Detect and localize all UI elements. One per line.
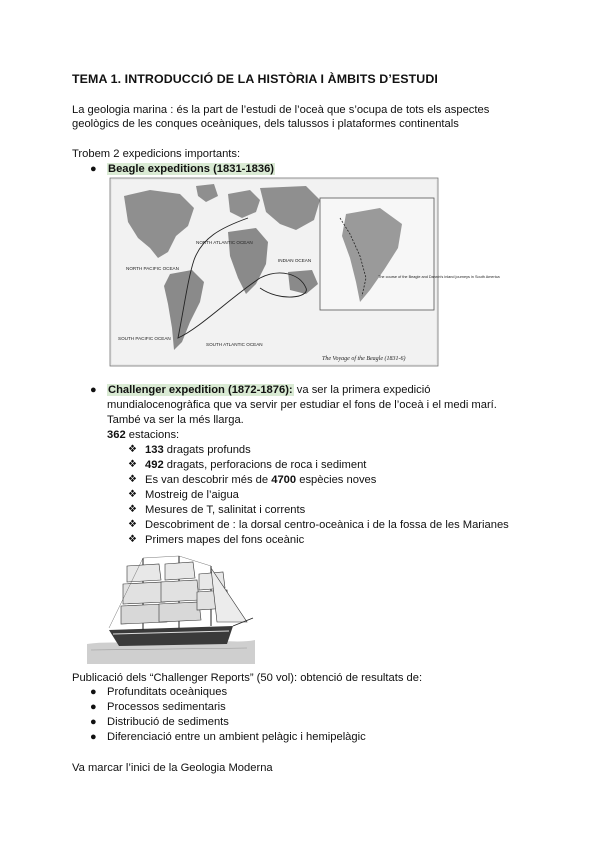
challenger-item: Mostreig de l’aigua bbox=[145, 489, 239, 501]
publication-line: Publicació dels “Challenger Reports” (50 vol): obtenció de resultats de: bbox=[72, 672, 423, 684]
hms-challenger-ship-illustration bbox=[87, 552, 255, 664]
result-item: Diferenciació entre un ambient pelàgic i hemipelàgic bbox=[107, 731, 366, 743]
beagle-label: Beagle expeditions (1831-1836) bbox=[108, 163, 275, 175]
map-label-indian: INDIAN OCEAN bbox=[278, 258, 312, 263]
challenger-item: 492 dragats, perforacions de roca i sediment bbox=[145, 459, 367, 471]
beagle-voyage-map bbox=[110, 178, 500, 366]
challenger-item: 133 dragats profunds bbox=[145, 444, 251, 456]
bullet-icon: ● bbox=[90, 686, 97, 698]
map-label-south-atlantic: SOUTH ATLANTIC OCEAN bbox=[206, 342, 263, 347]
challenger-line-1: Challenger expedition (1872-1876): va ser la primera expedició bbox=[108, 384, 431, 396]
bullet-icon: ● bbox=[90, 384, 97, 396]
challenger-item: Descobriment de : la dorsal centro-oceànica i de la fossa de les Marianes bbox=[145, 519, 509, 531]
diamond-bullet-icon: ❖ bbox=[128, 489, 137, 500]
closing-line: Va marcar l’inici de la Geologia Moderna bbox=[72, 762, 273, 774]
result-item: Distribució de sediments bbox=[107, 716, 229, 728]
challenger-item: Es van descobrir més de 4700 espècies noves bbox=[145, 474, 377, 486]
challenger-item: Primers mapes del fons oceànic bbox=[145, 534, 305, 546]
map-caption: The Voyage of the Beagle (1831-6) bbox=[322, 356, 406, 362]
intro-line-2: geològics de les conques oceàniques, dels talussos i plataformes continentals bbox=[72, 118, 459, 130]
map-label-north-atlantic: NORTH ATLANTIC OCEAN bbox=[196, 240, 253, 245]
challenger-line-3: També va ser la més llarga. bbox=[107, 414, 244, 426]
bullet-icon: ● bbox=[90, 701, 97, 713]
result-item: Profunditats oceàniques bbox=[107, 686, 228, 698]
map-label-north-pacific: NORTH PACIFIC OCEAN bbox=[126, 266, 179, 271]
page-title: TEMA 1. INTRODUCCIÓ DE LA HISTÒRIA I ÀMBITS D’ESTUDI bbox=[72, 72, 438, 86]
map-label-south-pacific: SOUTH PACIFIC OCEAN bbox=[118, 336, 171, 341]
diamond-bullet-icon: ❖ bbox=[128, 459, 137, 470]
diamond-bullet-icon: ❖ bbox=[128, 534, 137, 545]
challenger-item: Mesures de T, salinitat i corrents bbox=[145, 504, 306, 516]
bullet-icon: ● bbox=[90, 731, 97, 743]
diamond-bullet-icon: ❖ bbox=[128, 519, 137, 530]
intro-line-1: La geologia marina : és la part de l’estudi de l’oceà que s’ocupa de tots els aspectes bbox=[72, 104, 490, 116]
diamond-bullet-icon: ❖ bbox=[128, 504, 137, 515]
result-item: Processos sedimentaris bbox=[107, 701, 226, 713]
challenger-line-2: mundialocenogràfica que va servir per estudiar el fons de l’oceà i el medi marí. bbox=[107, 399, 497, 411]
expeditions-intro: Trobem 2 expedicions importants: bbox=[72, 148, 241, 160]
diamond-bullet-icon: ❖ bbox=[128, 444, 137, 455]
bullet-icon: ● bbox=[90, 163, 97, 175]
diamond-bullet-icon: ❖ bbox=[128, 474, 137, 485]
map-inset-note: The course of the Beagle and Darwin's inland journeys in South America bbox=[378, 275, 500, 279]
bullet-icon: ● bbox=[90, 716, 97, 728]
stations-line: 362 estacions: bbox=[107, 429, 180, 441]
